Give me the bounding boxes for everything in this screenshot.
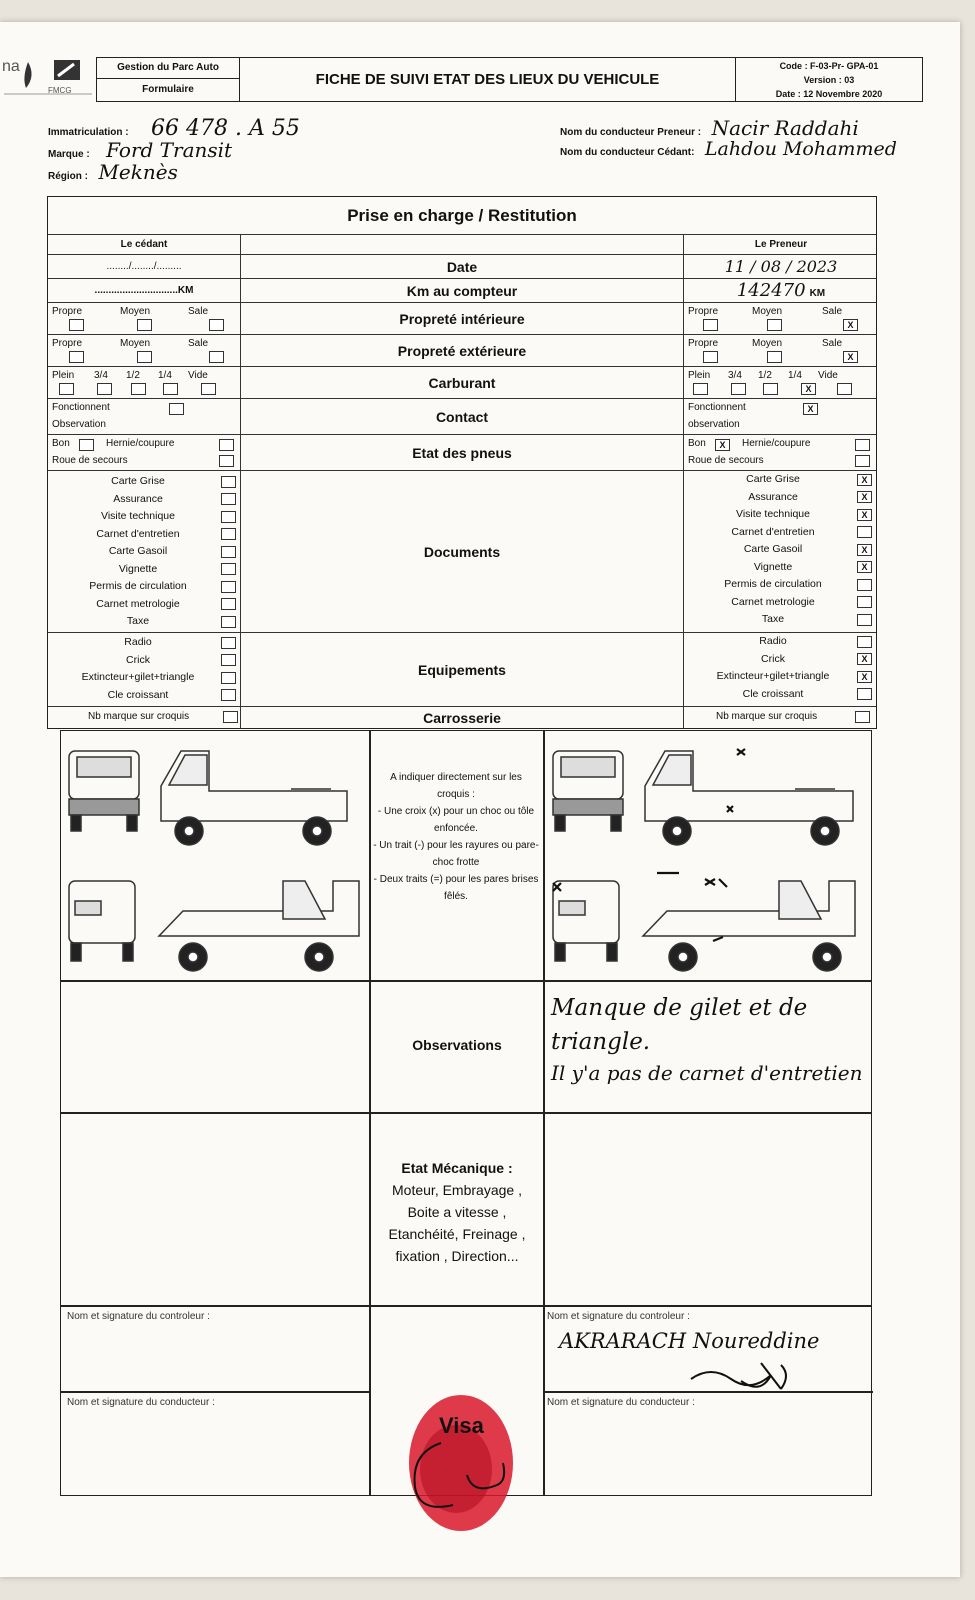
cedant-value: Lahdou Mohammed <box>704 138 897 160</box>
checkbox[interactable] <box>223 711 238 723</box>
km-label: Km au compteur <box>406 282 518 299</box>
checkbox[interactable] <box>219 455 234 467</box>
region-label: Région : <box>48 171 88 182</box>
table-title-row <box>48 197 876 235</box>
checkbox[interactable] <box>169 403 184 415</box>
checklist-row <box>58 687 236 705</box>
instruction-3: - Un trait (-) pour les rayures ou pare-choc frotte <box>373 840 539 868</box>
checklist-label: Radio <box>759 635 787 647</box>
checkbox[interactable] <box>221 493 236 505</box>
table-head-row <box>48 235 876 255</box>
checklist-row <box>692 651 872 669</box>
fuel-1-4: 1/4 <box>788 370 802 381</box>
checkbox[interactable] <box>221 672 236 684</box>
pneus-row <box>48 435 876 471</box>
checkbox[interactable] <box>201 383 216 395</box>
documents-left-list <box>58 473 236 631</box>
carrosserie-row <box>48 707 876 728</box>
contact-observation: Observation <box>52 419 106 430</box>
checklist-row <box>692 506 872 524</box>
checkbox[interactable] <box>857 688 872 700</box>
preneur-value: Nacir Raddahi <box>711 116 859 140</box>
checklist-label: Taxe <box>761 613 785 625</box>
checklist-row <box>692 594 872 612</box>
checklist-row <box>692 686 872 704</box>
mecanique-line-3: Etanchéité, Freinage , <box>388 1226 526 1242</box>
checklist-label: Carte Gasoil <box>743 543 803 555</box>
equipements-row <box>48 633 876 707</box>
table-title: Prise en charge / Restitution <box>347 205 577 225</box>
checkbox[interactable] <box>209 319 224 331</box>
checkbox-checked[interactable]: X <box>857 491 872 503</box>
checklist-label: Crick <box>761 652 785 665</box>
contact-label: Contact <box>435 408 489 425</box>
carrosserie-label: Carrosserie <box>423 709 501 726</box>
fuel-1-4: 1/4 <box>158 370 172 381</box>
checkbox-checked[interactable]: X <box>857 653 872 665</box>
checkbox[interactable] <box>137 351 152 363</box>
checkbox-checked[interactable]: X <box>803 403 818 415</box>
fuel-1-2: 1/2 <box>126 370 140 381</box>
sig-controleur-left: Nom et signature du controleur : <box>67 1311 210 1322</box>
checkbox[interactable] <box>857 614 872 626</box>
sig-conducteur-left: Nom et signature du conducteur : <box>67 1397 215 1408</box>
instruction-1: A indiquer directement sur les croquis : <box>390 772 522 800</box>
marque-label: Marque : <box>48 149 90 160</box>
km-row <box>48 279 876 303</box>
form-sheet <box>0 22 960 1577</box>
checkbox[interactable] <box>59 383 74 395</box>
checklist-row <box>692 559 872 577</box>
checklist-label: Visite technique <box>736 508 810 520</box>
checkbox[interactable] <box>221 511 236 523</box>
doc-date: Date : 12 Novembre 2020 <box>775 89 883 99</box>
checkbox[interactable] <box>767 351 782 363</box>
fuel-vide: Vide <box>818 370 838 381</box>
checklist-row <box>692 668 872 686</box>
lower-grid <box>60 730 872 1496</box>
immat-label: Immatriculation : <box>48 127 129 138</box>
checklist-label: Vignette <box>118 562 158 575</box>
checklist-label: Carte Grise <box>111 475 165 487</box>
checkbox[interactable] <box>763 383 778 395</box>
checklist-row <box>58 526 236 544</box>
opt-propre: Propre <box>688 338 719 349</box>
checkbox[interactable] <box>857 636 872 648</box>
carburant-row <box>48 367 876 399</box>
mecanique-line-4: fixation , Direction... <box>395 1248 519 1264</box>
checklist-row <box>58 578 236 596</box>
checklist-row <box>58 669 236 687</box>
checkbox-checked[interactable]: X <box>715 439 730 451</box>
preneur-label: Nom du conducteur Preneur : <box>560 127 702 138</box>
checklist-label: Assurance <box>748 490 798 503</box>
opt-moyen: Moyen <box>752 306 783 317</box>
checkbox-checked[interactable]: X <box>801 383 816 395</box>
sig-conducteur-right: Nom et signature du conducteur : <box>547 1397 695 1408</box>
marque-value: Ford Transit <box>106 138 233 162</box>
checkbox-checked[interactable]: X <box>857 561 872 573</box>
sig-controleur-right: Nom et signature du controleur : <box>547 1311 690 1322</box>
vehicle-info <box>48 110 348 182</box>
prop-ext-row <box>48 335 876 367</box>
contact-fonctionnent: Fonctionnent <box>52 402 110 413</box>
opt-propre: Propre <box>52 306 83 317</box>
nb-marque-label: Nb marque sur croquis <box>88 711 190 722</box>
km-right: 142470 <box>736 280 806 301</box>
checkbox-checked[interactable]: X <box>857 509 872 521</box>
main-table <box>47 196 877 729</box>
header-left-box <box>96 57 240 102</box>
checklist-label: Extincteur+gilet+triangle <box>81 671 195 683</box>
checklist-label: Carnet metrologie <box>96 597 180 610</box>
opt-sale: Sale <box>188 338 209 349</box>
checkbox[interactable] <box>221 616 236 628</box>
opt-sale: Sale <box>188 306 209 317</box>
prop-int-row <box>48 303 876 335</box>
checkbox[interactable] <box>221 563 236 575</box>
checkbox-checked[interactable]: X <box>857 544 872 556</box>
date-right: 11 / 08 / 2023 <box>724 257 838 276</box>
checklist-label: Carte Grise <box>746 473 800 485</box>
header-left-bottom: Formulaire <box>142 84 194 95</box>
pneus-bon: Bon <box>688 438 706 449</box>
checkbox[interactable] <box>69 351 84 363</box>
logo-brand: FMCG <box>48 86 72 95</box>
checklist-row <box>692 633 872 651</box>
checkbox[interactable] <box>693 383 708 395</box>
date-left: ......../......../......... <box>106 261 182 272</box>
controleur-signature <box>681 1355 831 1395</box>
fuel-3-4: 3/4 <box>728 370 742 381</box>
checkbox-checked[interactable]: X <box>857 474 872 486</box>
opt-propre: Propre <box>52 338 83 349</box>
checkbox[interactable] <box>131 383 146 395</box>
opt-propre: Propre <box>688 306 719 317</box>
header-title-box <box>239 57 736 102</box>
opt-moyen: Moyen <box>120 338 151 349</box>
checklist-row <box>58 473 236 491</box>
checkbox[interactable] <box>221 689 236 701</box>
pneus-hernie: Hernie/coupure <box>742 438 811 449</box>
km-unit: KM <box>809 288 826 299</box>
checkbox[interactable] <box>703 319 718 331</box>
fuel-1-2: 1/2 <box>758 370 772 381</box>
checkbox-checked[interactable]: X <box>857 671 872 683</box>
checklist-row <box>58 508 236 526</box>
checkbox[interactable] <box>855 455 870 467</box>
instruction-4: - Deux traits (=) pour les pares brises fêlés. <box>373 874 539 902</box>
stamp-text: Visa <box>439 1413 484 1438</box>
pneus-hernie: Hernie/coupure <box>106 438 175 449</box>
mecanique-block <box>371 1157 543 1267</box>
pneus-bon: Bon <box>52 438 70 449</box>
checkbox[interactable] <box>221 546 236 558</box>
checklist-row <box>692 524 872 542</box>
checkbox[interactable] <box>79 439 94 451</box>
checkbox[interactable] <box>221 528 236 540</box>
checklist-label: Permis de circulation <box>89 580 187 592</box>
km-left: ..............................KM <box>94 285 194 296</box>
checklist-label: Carnet metrologie <box>731 595 815 608</box>
checklist-row <box>58 543 236 561</box>
logo-text: na <box>2 58 20 75</box>
doc-code: Code : F-03-Pr- GPA-01 <box>779 61 879 71</box>
pneus-roue: Roue de secours <box>52 455 128 466</box>
nb-marque-label: Nb marque sur croquis <box>716 711 818 722</box>
checklist-row <box>692 541 872 559</box>
checklist-row <box>692 471 872 489</box>
checkbox[interactable] <box>857 526 872 538</box>
checklist-label: Crick <box>126 653 150 666</box>
equipements-label: Equipements <box>418 661 506 678</box>
opt-moyen: Moyen <box>120 306 151 317</box>
fuel-plein: Plein <box>688 370 711 381</box>
vehicle-sketch-right <box>545 731 871 980</box>
checkbox[interactable] <box>855 711 870 723</box>
controleur-name: AKRARACH Noureddine <box>559 1329 820 1353</box>
checklist-label: Vignette <box>753 560 793 573</box>
header-left-top: Gestion du Parc Auto <box>97 58 239 79</box>
prop-ext-label: Propreté extérieure <box>397 342 527 359</box>
checklist-label: Extincteur+gilet+triangle <box>716 670 830 682</box>
prop-int-label: Propreté intérieure <box>399 310 525 327</box>
checklist-row <box>692 489 872 507</box>
opt-sale: Sale <box>822 306 843 317</box>
croquis-instructions <box>373 769 539 905</box>
documents-row <box>48 471 876 633</box>
checklist-row <box>692 611 872 629</box>
visa-stamp <box>401 1391 521 1551</box>
date-row <box>48 255 876 279</box>
checklist-label: Carte Gasoil <box>108 545 168 557</box>
checklist-row <box>58 613 236 631</box>
checklist-row <box>692 576 872 594</box>
checklist-label: Permis de circulation <box>724 578 822 590</box>
checklist-row <box>58 596 236 614</box>
checklist-label: Cle croissant <box>742 687 804 700</box>
mecanique-title: Etat Mécanique : <box>401 1160 513 1176</box>
checklist-label: Carnet d'entretien <box>731 525 815 538</box>
checkbox[interactable] <box>857 579 872 591</box>
checkbox[interactable] <box>767 319 782 331</box>
opt-sale: Sale <box>822 338 843 349</box>
checklist-label: Assurance <box>113 492 163 505</box>
opt-moyen: Moyen <box>752 338 783 349</box>
instruction-2: - Une croix (x) pour un choc ou tôle enfoncée. <box>377 806 535 834</box>
immat-value: 66 478 . A 55 <box>151 116 300 141</box>
checkbox-checked[interactable]: X <box>843 351 858 363</box>
checkbox[interactable] <box>855 439 870 451</box>
checkbox[interactable] <box>703 351 718 363</box>
checkbox[interactable] <box>221 598 236 610</box>
observations-label: Observations <box>412 1037 502 1053</box>
checklist-label: Radio <box>124 636 152 648</box>
checkbox[interactable] <box>837 383 852 395</box>
pneus-label: Etat des pneus <box>412 444 512 461</box>
documents-label: Documents <box>423 543 501 560</box>
checklist-row <box>58 652 236 670</box>
checklist-label: Visite technique <box>101 510 175 522</box>
checkbox[interactable] <box>137 319 152 331</box>
observation-note-1: Manque de gilet et de triangle. <box>551 995 808 1055</box>
checkbox[interactable] <box>731 383 746 395</box>
fuel-3-4: 3/4 <box>94 370 108 381</box>
equipements-right-list <box>692 633 872 703</box>
checkbox[interactable] <box>97 383 112 395</box>
region-value: Meknès <box>98 160 178 184</box>
checkbox[interactable] <box>221 581 236 593</box>
left-head: Le cédant <box>120 239 168 250</box>
vehicle-sketch-left <box>61 731 369 980</box>
fuel-plein: Plein <box>52 370 75 381</box>
driver-info <box>560 112 960 162</box>
right-head: Le Preneur <box>754 239 808 250</box>
carburant-label: Carburant <box>428 374 496 391</box>
header-code-box <box>735 57 923 102</box>
header-logo <box>0 54 96 104</box>
mecanique-line-1: Moteur, Embrayage , <box>392 1182 522 1198</box>
checkbox[interactable] <box>163 383 178 395</box>
mecanique-line-2: Boite a vitesse , <box>407 1204 507 1220</box>
checkbox-checked[interactable]: X <box>843 319 858 331</box>
checklist-label: Taxe <box>126 615 150 627</box>
observation-note-2: Il y'a pas de carnet d'entretien <box>551 1061 863 1085</box>
contact-row <box>48 399 876 435</box>
cedant-label: Nom du conducteur Cédant: <box>560 147 695 158</box>
checkbox[interactable] <box>209 351 224 363</box>
documents-right-list <box>692 471 872 629</box>
fuel-vide: Vide <box>188 370 208 381</box>
checkbox[interactable] <box>221 476 236 488</box>
checkbox[interactable] <box>221 654 236 666</box>
doc-version: Version : 03 <box>803 75 855 85</box>
contact-fonctionnent: Fonctionnent <box>688 402 746 413</box>
page-title: FICHE DE SUIVI ETAT DES LIEUX DU VEHICULE <box>315 71 660 88</box>
date-label: Date <box>446 258 478 275</box>
company-logo-icon <box>0 54 96 104</box>
contact-observation: observation <box>688 419 740 430</box>
checklist-label: Carnet d'entretien <box>96 527 180 540</box>
checkbox[interactable] <box>219 439 234 451</box>
equipements-left-list <box>58 634 236 704</box>
checklist-label: Cle croissant <box>107 688 169 701</box>
checklist-row <box>58 491 236 509</box>
checkbox[interactable] <box>221 637 236 649</box>
checklist-row <box>58 561 236 579</box>
checklist-row <box>58 634 236 652</box>
pneus-roue: Roue de secours <box>688 455 764 466</box>
checkbox[interactable] <box>857 596 872 608</box>
checkbox[interactable] <box>69 319 84 331</box>
